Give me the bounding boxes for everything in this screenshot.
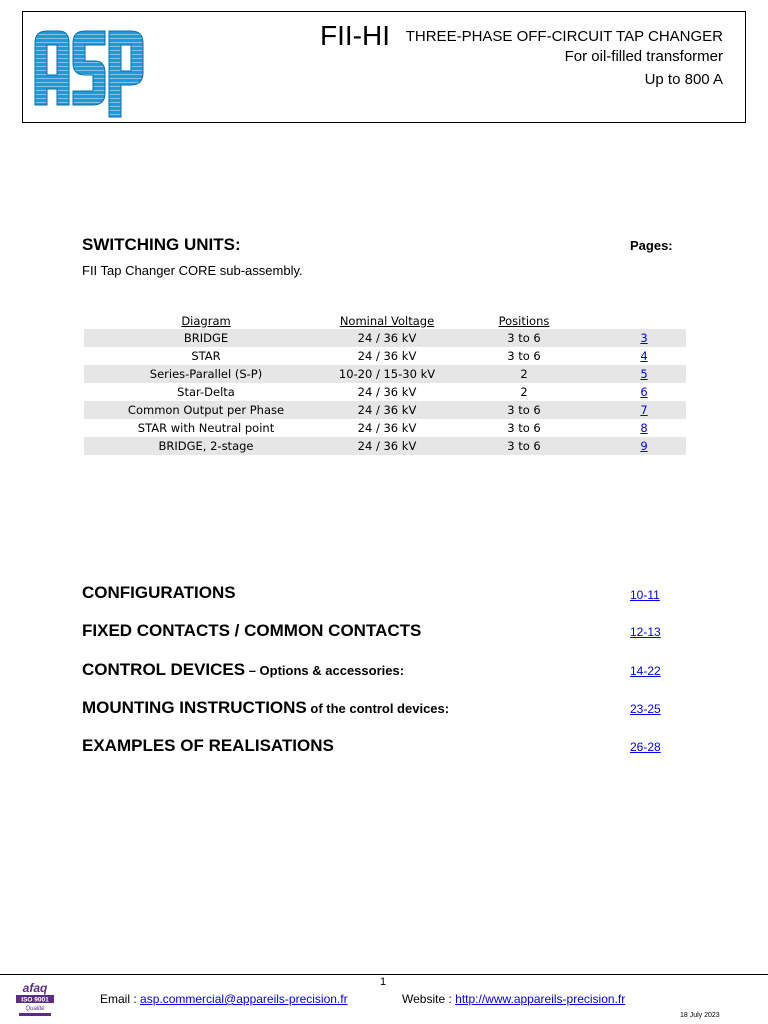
- page-cell: [602, 347, 686, 365]
- chapter-title: EXAMPLES OF REALISATIONS: [82, 736, 334, 755]
- voltage-cell: 24 / 36 kV: [328, 401, 446, 419]
- table-row: [84, 347, 686, 365]
- chapter-subtitle: of the control devices:: [306, 701, 450, 716]
- chapter-title: CONTROL DEVICES: [82, 660, 246, 679]
- page-link[interactable]: 6: [640, 385, 648, 399]
- column-header-page: [602, 312, 686, 329]
- diagram-cell: STAR with Neutral point: [137, 421, 275, 435]
- afaq-iso-logo: [13, 979, 57, 1019]
- page-cell: [602, 329, 686, 347]
- chapter-page-link-examples[interactable]: 26-28: [630, 740, 661, 754]
- document-date: 18 July 2023: [680, 1012, 720, 1019]
- page-link[interactable]: 7: [640, 403, 648, 417]
- page-link[interactable]: 9: [640, 439, 648, 453]
- chapter-configurations: [82, 583, 236, 603]
- page-link[interactable]: 4: [640, 349, 648, 363]
- diagram-cell: BRIDGE, 2-stage: [84, 437, 328, 455]
- footer-divider: [0, 974, 768, 975]
- page-link[interactable]: 8: [640, 421, 648, 435]
- diagram-cell: Star-Delta: [177, 385, 235, 399]
- switching-intro: FII Tap Changer CORE sub-assembly.: [82, 263, 303, 278]
- positions-cell: 3 to 6: [507, 349, 541, 363]
- positions-cell: 3 to 6: [446, 401, 602, 419]
- chapter-page-link-mounting-instructions[interactable]: 23-25: [630, 702, 661, 716]
- voltage-cell: 24 / 36 kV: [328, 329, 446, 347]
- positions-cell: 3 to 6: [446, 437, 602, 455]
- positions-cell: 2: [446, 365, 602, 383]
- pages-label: Pages:: [630, 238, 673, 253]
- website-label: Website :: [402, 992, 456, 1006]
- chapter-title: FIXED CONTACTS / COMMON CONTACTS: [82, 621, 422, 640]
- diagram-cell: BRIDGE: [84, 329, 328, 347]
- iso-text: ISO 9001: [21, 996, 49, 1004]
- page-cell: [602, 419, 686, 437]
- chapter-page-link-fixed-contacts[interactable]: 12-13: [630, 625, 661, 639]
- positions-cell: 2: [520, 385, 528, 399]
- product-subtitle-oil: For oil-filled transformer: [564, 48, 723, 65]
- footer-website: [402, 992, 625, 1006]
- diagram-cell: STAR: [191, 349, 221, 363]
- diagram-cell: Series-Parallel (S-P): [84, 365, 328, 383]
- column-header-positions: Positions: [498, 313, 550, 328]
- chapter-title: CONFIGURATIONS: [82, 583, 236, 602]
- document-header: [22, 11, 746, 123]
- switching-units-table: [84, 312, 686, 455]
- email-label: Email :: [100, 992, 141, 1006]
- page-cell: [602, 401, 686, 419]
- page-number: 1: [380, 976, 387, 988]
- table-row: [84, 365, 686, 383]
- voltage-cell: 10-20 / 15-30 kV: [328, 365, 446, 383]
- column-header-voltage: Nominal Voltage: [339, 313, 435, 328]
- page-cell: [602, 383, 686, 401]
- chapter-title: MOUNTING INSTRUCTIONS: [82, 698, 307, 717]
- chapter-control-devices: [82, 660, 404, 680]
- qualite-text: Qualité: [25, 1006, 45, 1012]
- page-cell: [602, 365, 686, 383]
- email-link[interactable]: asp.commercial@appareils-precision.fr: [140, 992, 348, 1006]
- page-link[interactable]: 5: [640, 367, 648, 381]
- table-row: [84, 329, 686, 347]
- chapter-subtitle: – Options & accessories:: [245, 663, 405, 678]
- footer-email: [100, 992, 348, 1006]
- page-cell: [602, 437, 686, 455]
- positions-cell: 3 to 6: [507, 421, 541, 435]
- table-row: [84, 401, 686, 419]
- column-header-diagram: Diagram: [181, 313, 231, 328]
- website-link[interactable]: http://www.appareils-precision.fr: [455, 992, 626, 1006]
- product-subtitle-current: Up to 800 A: [644, 71, 723, 88]
- chapter-page-link-configurations[interactable]: 10-11: [630, 588, 660, 602]
- voltage-cell: 24 / 36 kV: [357, 421, 417, 435]
- chapter-examples: [82, 736, 334, 756]
- chapter-fixed-contacts: [82, 621, 421, 641]
- voltage-cell: 24 / 36 kV: [357, 385, 417, 399]
- positions-cell: 3 to 6: [446, 329, 602, 347]
- table-row: [84, 419, 686, 437]
- voltage-cell: 24 / 36 kV: [357, 349, 417, 363]
- chapter-mounting-instructions: [82, 698, 449, 718]
- page-link[interactable]: 3: [640, 331, 648, 345]
- voltage-cell: 24 / 36 kV: [328, 437, 446, 455]
- product-title: THREE-PHASE OFF-CIRCUIT TAP CHANGER: [405, 28, 723, 45]
- table-row: [84, 437, 686, 455]
- product-code: FII-HI: [320, 20, 390, 51]
- switching-units-heading: SWITCHING UNITS:: [82, 235, 241, 254]
- table-header-row: [84, 312, 686, 329]
- afaq-text: afaq: [22, 981, 48, 995]
- diagram-cell: Common Output per Phase: [84, 401, 328, 419]
- chapter-page-link-control-devices[interactable]: 14-22: [630, 664, 661, 678]
- table-row: [84, 383, 686, 401]
- asp-logo: [31, 19, 147, 119]
